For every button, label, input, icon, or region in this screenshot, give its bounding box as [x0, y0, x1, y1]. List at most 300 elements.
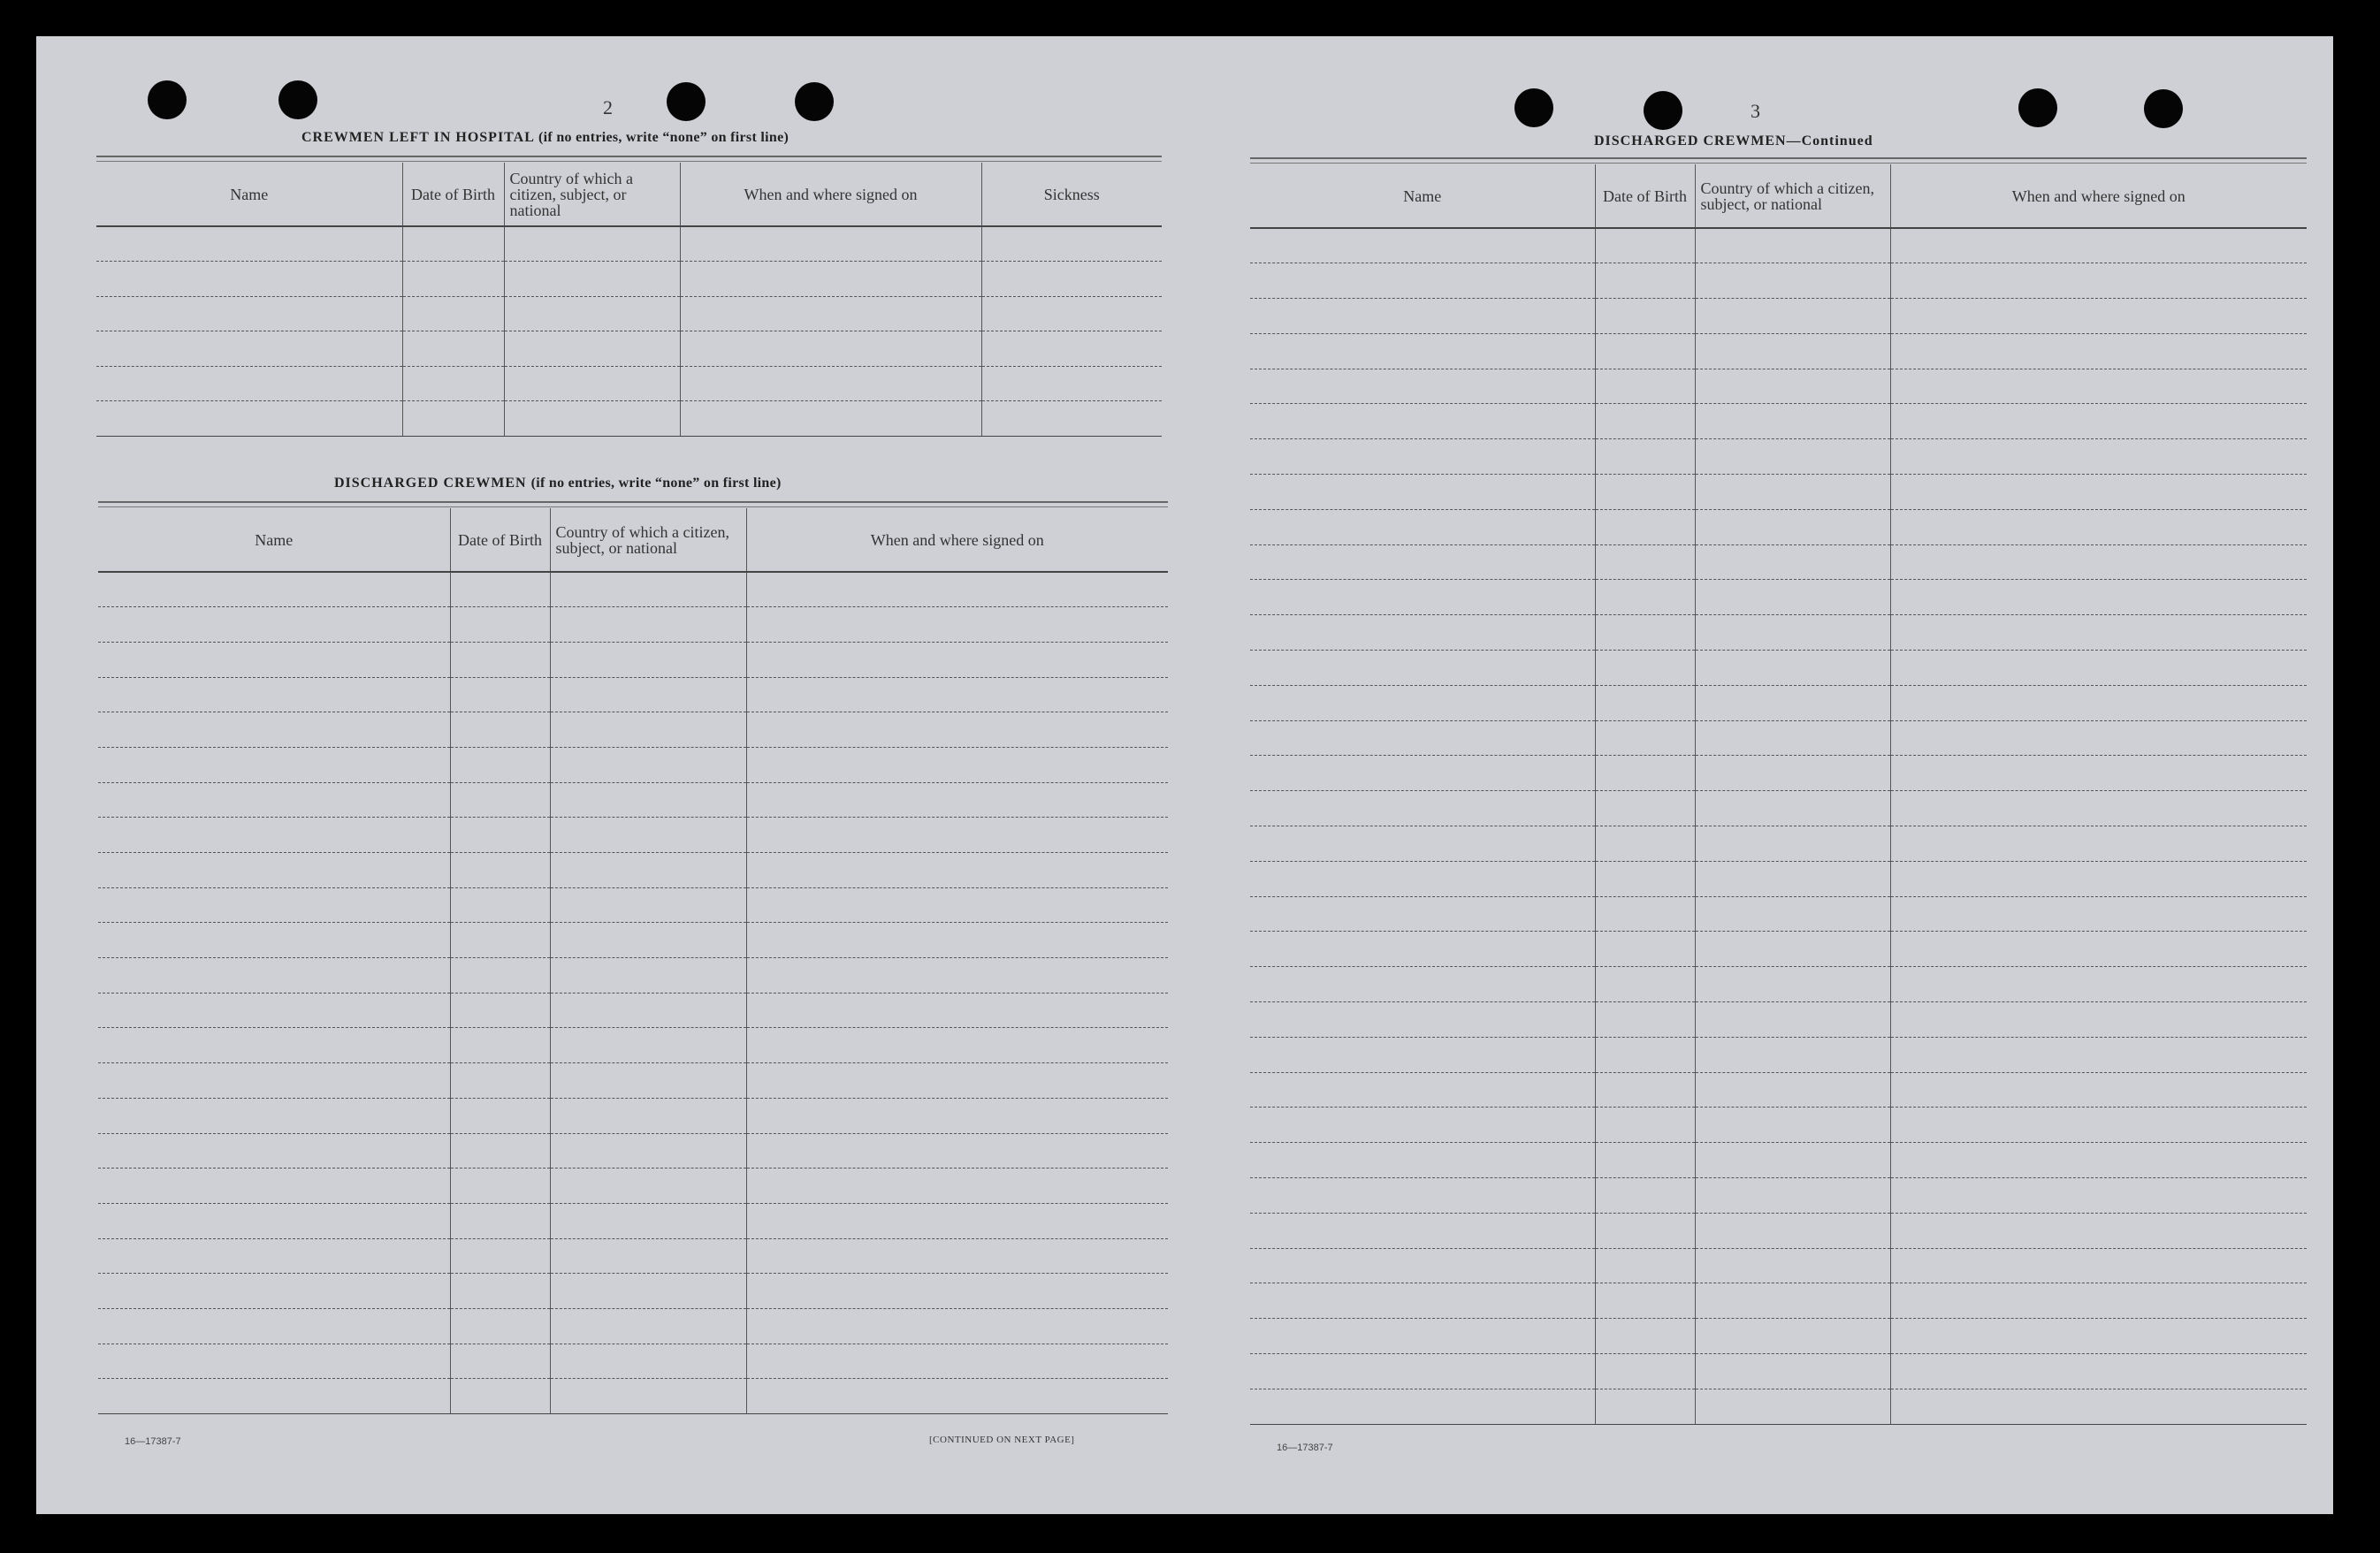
table-cell: [981, 262, 1162, 297]
table-row: [98, 712, 1168, 748]
table-cell: [1250, 1213, 1595, 1248]
table-cell: [1695, 1037, 1890, 1072]
table-cell: [1695, 1213, 1890, 1248]
table-cell: [746, 958, 1168, 993]
hospital-title-text: CREWMEN LEFT IN HOSPITAL: [301, 130, 535, 145]
hospital-title-note: (if no entries, write “none” on first line): [538, 130, 790, 145]
table-cell: [1595, 263, 1695, 299]
table-cell: [1695, 369, 1890, 404]
table-cell: [1595, 1248, 1695, 1283]
table-cell: [402, 401, 504, 437]
table-cell: [1595, 685, 1695, 720]
table-cell: [402, 262, 504, 297]
table-cell: [1250, 967, 1595, 1002]
table-cell: [550, 1379, 746, 1414]
hospital-rows: [96, 226, 1162, 436]
table-cell: [1250, 1319, 1595, 1354]
table-cell: [1595, 1354, 1695, 1389]
table-row: [98, 1169, 1168, 1204]
table-cell: [1250, 1072, 1595, 1108]
table-cell: [1250, 896, 1595, 932]
table-row: [1250, 791, 2307, 826]
table-cell: [98, 1063, 450, 1099]
table-cell: [1695, 333, 1890, 369]
table-cell: [450, 1063, 550, 1099]
table-cell: [1250, 1002, 1595, 1038]
table-row: [96, 296, 1162, 331]
table-cell: [450, 1169, 550, 1204]
table-cell: [1695, 1283, 1890, 1319]
table-cell: [1695, 404, 1890, 439]
table-cell: [680, 331, 981, 367]
table-cell: [98, 677, 450, 712]
discharged-title-note: (if no entries, write “none” on first line): [530, 476, 782, 491]
discharged-section-title: [334, 476, 782, 491]
table-cell: [1695, 967, 1890, 1002]
table-cell: [96, 226, 402, 262]
table-row: [1250, 1002, 2307, 1038]
table-cell: [98, 607, 450, 643]
table-row: [1250, 580, 2307, 615]
table-row: [98, 1308, 1168, 1344]
col-header-name: Name: [98, 508, 450, 572]
table-cell: [1890, 1213, 2307, 1248]
table-cell: [1695, 861, 1890, 896]
table-cell: [1890, 299, 2307, 334]
table-cell: [450, 642, 550, 677]
table-cell: [550, 747, 746, 782]
table-cell: [1250, 932, 1595, 967]
table-row: [98, 1028, 1168, 1063]
table-row: [1250, 299, 2307, 334]
table-cell: [1250, 544, 1595, 580]
table-cell: [1695, 685, 1890, 720]
table-cell: [550, 923, 746, 958]
table-cell: [1250, 720, 1595, 756]
table-cell: [1250, 1389, 1595, 1424]
table-cell: [1890, 544, 2307, 580]
table-cell: [1250, 1283, 1595, 1319]
table-cell: [550, 993, 746, 1028]
table-cell: [1695, 1143, 1890, 1178]
col-header-signed: When and where signed on: [746, 508, 1168, 572]
table-cell: [1695, 544, 1890, 580]
table-cell: [1695, 826, 1890, 862]
table-cell: [98, 1344, 450, 1379]
table-cell: [1695, 1072, 1890, 1108]
col-header-signed: When and where signed on: [1890, 164, 2307, 228]
table-cell: [1250, 826, 1595, 862]
table-cell: [1250, 1143, 1595, 1178]
table-cell: [450, 1238, 550, 1274]
table-cell: [1890, 509, 2307, 544]
table-row: [96, 366, 1162, 401]
table-cell: [1890, 826, 2307, 862]
table-cell: [550, 853, 746, 888]
table-cell: [981, 366, 1162, 401]
table-row: [1250, 932, 2307, 967]
col-header-country: Country of which a citizen, subject, or national: [504, 163, 680, 226]
table-row: [1250, 1354, 2307, 1389]
table-row: [1250, 404, 2307, 439]
col-header-dob: Date of Birth: [450, 508, 550, 572]
table-cell: [1890, 1283, 2307, 1319]
table-cell: [550, 1169, 746, 1204]
table-cell: [1890, 861, 2307, 896]
table-cell: [450, 818, 550, 853]
punch-hole: [148, 80, 187, 119]
table-cell: [1595, 509, 1695, 544]
table-cell: [746, 1098, 1168, 1133]
col-header-name: Name: [96, 163, 402, 226]
punch-hole: [1644, 91, 1682, 130]
table-cell: [981, 296, 1162, 331]
table-cell: [1890, 333, 2307, 369]
table-cell: [1250, 263, 1595, 299]
table-cell: [1890, 967, 2307, 1002]
table-row: [1250, 263, 2307, 299]
table-cell: [1695, 580, 1890, 615]
table-cell: [746, 1274, 1168, 1309]
document-sheet: [36, 36, 2333, 1514]
table-row: [98, 1098, 1168, 1133]
table-row: [1250, 439, 2307, 475]
table-cell: [1595, 1072, 1695, 1108]
table-cell: [450, 958, 550, 993]
col-header-signed: When and where signed on: [680, 163, 981, 226]
table-cell: [1695, 509, 1890, 544]
table-cell: [1595, 1002, 1695, 1038]
table-cell: [1250, 651, 1595, 686]
table-cell: [504, 226, 680, 262]
table-cell: [1890, 1037, 2307, 1072]
table-cell: [98, 923, 450, 958]
table-cell: [98, 1098, 450, 1133]
continued-note: [CONTINUED ON NEXT PAGE]: [929, 1435, 1075, 1445]
table-cell: [450, 747, 550, 782]
table-cell: [550, 1028, 746, 1063]
table-cell: [550, 1308, 746, 1344]
col-header-sickness: Sickness: [981, 163, 1162, 226]
table-cell: [550, 572, 746, 607]
table-row: [1250, 1283, 2307, 1319]
table-row: [98, 1063, 1168, 1099]
table-cell: [746, 1238, 1168, 1274]
table-cell: [746, 607, 1168, 643]
table-cell: [1890, 1354, 2307, 1389]
table-cell: [98, 993, 450, 1028]
table-cell: [680, 296, 981, 331]
table-cell: [1595, 861, 1695, 896]
table-cell: [1695, 651, 1890, 686]
table-row: [98, 923, 1168, 958]
table-cell: [550, 887, 746, 923]
table-cell: [1890, 404, 2307, 439]
table-cell: [981, 401, 1162, 437]
table-row: [1250, 1248, 2307, 1283]
table-row: [1250, 615, 2307, 651]
punch-hole: [1514, 88, 1553, 127]
table-cell: [1695, 791, 1890, 826]
table-cell: [1595, 1143, 1695, 1178]
table-cell: [98, 958, 450, 993]
hospital-section-title: [301, 130, 789, 146]
table-cell: [1595, 826, 1695, 862]
table-cell: [98, 1379, 450, 1414]
table-cell: [98, 1238, 450, 1274]
table-cell: [1890, 1248, 2307, 1283]
table-cell: [550, 1238, 746, 1274]
table-cell: [550, 1203, 746, 1238]
table-cell: [746, 853, 1168, 888]
form-code-left: 16—17387-7: [125, 1436, 181, 1447]
table-cell: [746, 1169, 1168, 1204]
table-row: [1250, 333, 2307, 369]
table-cell: [746, 747, 1168, 782]
table-row: [98, 607, 1168, 643]
table-cell: [550, 1098, 746, 1133]
table-cell: [550, 712, 746, 748]
table-cell: [1890, 1319, 2307, 1354]
table-cell: [550, 607, 746, 643]
table-cell: [1250, 791, 1595, 826]
table-cell: [746, 642, 1168, 677]
table-cell: [98, 782, 450, 818]
table-cell: [1695, 263, 1890, 299]
table-cell: [98, 1203, 450, 1238]
col-header-country: Country of which a citizen, subject, or national: [1695, 164, 1890, 228]
table-cell: [98, 818, 450, 853]
table-cell: [1695, 228, 1890, 263]
table-cell: [1250, 228, 1595, 263]
col-header-dob: Date of Birth: [1595, 164, 1695, 228]
table-cell: [746, 572, 1168, 607]
table-row: [98, 1203, 1168, 1238]
table-cell: [746, 782, 1168, 818]
table-cell: [1695, 475, 1890, 510]
table-cell: [1890, 1143, 2307, 1178]
table-cell: [1890, 756, 2307, 791]
table-cell: [1595, 651, 1695, 686]
table-cell: [450, 607, 550, 643]
table-cell: [98, 1028, 450, 1063]
table-cell: [1695, 1178, 1890, 1214]
table-cell: [1250, 756, 1595, 791]
table-cell: [746, 1063, 1168, 1099]
table-row: [1250, 369, 2307, 404]
table-cell: [680, 226, 981, 262]
table-cell: [1595, 1213, 1695, 1248]
table-cell: [1890, 685, 2307, 720]
table-cell: [1250, 1108, 1595, 1143]
punch-hole: [278, 80, 317, 119]
discharged-continued-table: [1250, 164, 2307, 1425]
table-cell: [1250, 299, 1595, 334]
table-cell: [1890, 651, 2307, 686]
table-row: [96, 401, 1162, 437]
table-cell: [1890, 263, 2307, 299]
table-cell: [1250, 475, 1595, 510]
discharged-rows: [98, 572, 1168, 1414]
table-cell: [450, 1274, 550, 1309]
table-cell: [1890, 720, 2307, 756]
table-cell: [1250, 615, 1595, 651]
hospital-table: [96, 163, 1162, 437]
table-row: [98, 572, 1168, 607]
table-row: [98, 818, 1168, 853]
table-cell: [1595, 791, 1695, 826]
table-row: [1250, 896, 2307, 932]
table-cell: [450, 1028, 550, 1063]
table-cell: [1250, 509, 1595, 544]
table-cell: [450, 1203, 550, 1238]
table-row: [1250, 1213, 2307, 1248]
table-cell: [98, 853, 450, 888]
table-cell: [1595, 439, 1695, 475]
table-cell: [1890, 1002, 2307, 1038]
table-cell: [1595, 544, 1695, 580]
table-cell: [1595, 615, 1695, 651]
table-row: [1250, 475, 2307, 510]
table-cell: [402, 331, 504, 367]
table-cell: [1890, 615, 2307, 651]
table-row: [1250, 967, 2307, 1002]
table-cell: [1890, 1108, 2307, 1143]
table-cell: [98, 572, 450, 607]
form-code-right: 16—17387-7: [1277, 1443, 1333, 1453]
table-cell: [746, 923, 1168, 958]
table-cell: [96, 296, 402, 331]
table-cell: [550, 1063, 746, 1099]
table-cell: [450, 677, 550, 712]
table-cell: [450, 887, 550, 923]
table-cell: [450, 572, 550, 607]
table-cell: [1595, 580, 1695, 615]
punch-hole: [667, 82, 706, 121]
table-cell: [1250, 685, 1595, 720]
col-header-name: Name: [1250, 164, 1595, 228]
table-cell: [504, 331, 680, 367]
table-cell: [680, 262, 981, 297]
table-cell: [98, 747, 450, 782]
table-row: [1250, 685, 2307, 720]
table-cell: [1595, 333, 1695, 369]
table-cell: [550, 1274, 746, 1309]
table-cell: [98, 887, 450, 923]
table-cell: [1250, 1354, 1595, 1389]
table-cell: [1890, 932, 2307, 967]
table-cell: [96, 331, 402, 367]
table-cell: [98, 712, 450, 748]
table-cell: [1595, 1389, 1695, 1424]
table-cell: [1890, 1072, 2307, 1108]
table-row: [1250, 861, 2307, 896]
table-cell: [1695, 1354, 1890, 1389]
table-cell: [1595, 967, 1695, 1002]
table-cell: [1595, 1283, 1695, 1319]
table-cell: [402, 226, 504, 262]
punch-hole: [2144, 89, 2183, 128]
table-cell: [1890, 580, 2307, 615]
discharged-table: [98, 508, 1168, 1414]
table-cell: [504, 262, 680, 297]
table-cell: [1595, 369, 1695, 404]
table-row: [98, 887, 1168, 923]
table-cell: [504, 296, 680, 331]
table-row: [98, 1379, 1168, 1414]
table-cell: [98, 1133, 450, 1169]
table-cell: [1595, 299, 1695, 334]
table-row: [1250, 1108, 2307, 1143]
table-cell: [96, 401, 402, 437]
table-cell: [550, 958, 746, 993]
table-cell: [450, 1379, 550, 1414]
table-row: [98, 958, 1168, 993]
punch-hole: [795, 82, 834, 121]
table-cell: [96, 262, 402, 297]
table-cell: [746, 712, 1168, 748]
table-cell: [1695, 439, 1890, 475]
discharged-continued-top-rule: [1250, 157, 2307, 164]
table-cell: [450, 1098, 550, 1133]
table-cell: [98, 1274, 450, 1309]
table-row: [1250, 720, 2307, 756]
table-cell: [1695, 1389, 1890, 1424]
table-cell: [746, 993, 1168, 1028]
table-cell: [1595, 1108, 1695, 1143]
table-row: [96, 331, 1162, 367]
table-cell: [1595, 228, 1695, 263]
table-row: [1250, 544, 2307, 580]
table-cell: [680, 366, 981, 401]
table-cell: [746, 1028, 1168, 1063]
table-cell: [1890, 896, 2307, 932]
table-row: [98, 747, 1168, 782]
table-cell: [550, 782, 746, 818]
table-row: [98, 677, 1168, 712]
table-row: [96, 226, 1162, 262]
table-cell: [450, 923, 550, 958]
table-cell: [746, 1203, 1168, 1238]
table-cell: [1695, 720, 1890, 756]
page-number-right: 3: [1751, 100, 1760, 122]
table-cell: [746, 1133, 1168, 1169]
table-cell: [1595, 720, 1695, 756]
table-cell: [1695, 615, 1890, 651]
table-cell: [450, 782, 550, 818]
table-cell: [1890, 1389, 2307, 1424]
discharged-top-rule: [98, 501, 1168, 507]
table-row: [98, 1344, 1168, 1379]
table-cell: [1695, 756, 1890, 791]
table-cell: [504, 366, 680, 401]
table-cell: [550, 677, 746, 712]
table-row: [1250, 651, 2307, 686]
table-row: [1250, 826, 2307, 862]
table-row: [98, 1133, 1168, 1169]
table-cell: [1595, 932, 1695, 967]
table-cell: [504, 401, 680, 437]
table-cell: [1250, 369, 1595, 404]
table-cell: [746, 818, 1168, 853]
table-cell: [746, 1344, 1168, 1379]
table-row: [98, 1274, 1168, 1309]
table-cell: [746, 677, 1168, 712]
table-cell: [450, 1308, 550, 1344]
table-row: [98, 993, 1168, 1028]
table-cell: [1595, 1319, 1695, 1354]
table-cell: [680, 401, 981, 437]
